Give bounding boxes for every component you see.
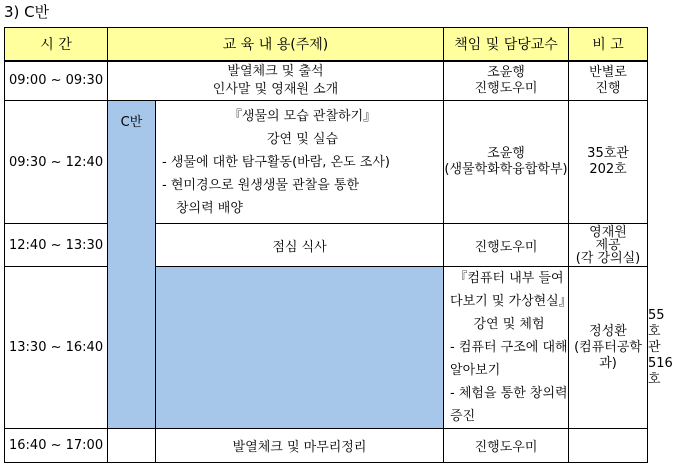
class-cell-empty [108, 429, 156, 463]
person-line: 진행도우미 [474, 80, 538, 96]
time-cell: 13:30 ~ 16:40 [5, 267, 108, 429]
header-time: 시 간 [5, 28, 108, 61]
person-line: 조윤행 [487, 146, 525, 161]
table-row: 13:30 ~ 16:40 『컴퓨터 내부 들여다보기 및 가상현실』 강연 및 체험 - 컴퓨터 구조에 대해 알아보기 - 체험을 통한 창의력 증진 정성환 (컴퓨터공학과) 55호관 516호 [5, 267, 648, 429]
content-item: - 체험을 통한 창의력 증진 [450, 386, 568, 424]
content-title: 『생물의 모습 관찰하기』 [228, 108, 377, 124]
header-content: 교 육 내 용(주제) [108, 28, 444, 61]
content-cell [156, 429, 444, 463]
table-row [5, 101, 648, 224]
person-cell [444, 224, 569, 267]
person-line: (컴퓨터공학과) [574, 339, 642, 371]
content-subtitle: 강연 및 실습 [266, 131, 339, 147]
time-cell: 09:00 ~ 09:30 [5, 61, 108, 101]
note-line: 영재원 [589, 224, 627, 240]
class-label: C반 [120, 115, 143, 130]
person-line: 정성환 [589, 323, 627, 339]
person-cell [444, 429, 569, 463]
note-line: 진행 [595, 80, 621, 96]
note-line: 반별로 [589, 64, 627, 80]
content-line: 점심 식사 [272, 239, 327, 255]
person-line: 조윤행 [487, 64, 525, 80]
person-cell [444, 101, 569, 224]
header-person: 책임 및 담당교수 [444, 28, 569, 61]
table-row [5, 61, 648, 101]
note-line: 35호관 [587, 146, 629, 161]
content-cell [108, 61, 444, 101]
note-cell [569, 224, 648, 267]
note-line: 202호 [589, 162, 627, 177]
note-cell [569, 101, 648, 224]
content-item: - 현미경으로 원생생물 관찰을 통한 [162, 177, 360, 193]
time-cell: 09:30 ~ 12:40 [5, 101, 108, 224]
content-item-continued: 창의력 배양 [176, 200, 243, 216]
header-note: 비 고 [569, 28, 648, 61]
content-cell [156, 101, 444, 224]
note-cell [569, 429, 648, 463]
content-cell [156, 224, 444, 267]
time-cell: 16:40 ~ 17:00 [5, 429, 108, 463]
content-line: 발열체크 및 출석 [227, 63, 324, 79]
section-heading: 3) C반 [4, 3, 50, 21]
person-line: 진행도우미 [474, 440, 538, 455]
content-item: - 생물에 대한 탐구활동(바람, 온도 조사) [162, 154, 390, 170]
content-cell [444, 267, 572, 429]
schedule-table [4, 27, 673, 463]
content-item: - 컴퓨터 구조에 대해 알아보기 [450, 340, 568, 378]
time-cell: 12:40 ~ 13:30 [5, 224, 108, 267]
header-row [5, 28, 648, 61]
content-line: 발열체크 및 마무리정리 [232, 440, 367, 455]
class-cell [108, 101, 156, 429]
table-row [5, 429, 648, 463]
class-cell-continued [156, 267, 444, 429]
note-line: 제공 [595, 237, 621, 253]
person-cell [569, 267, 648, 429]
content-title: 『컴퓨터 내부 들여다보기 및 가상현실』 [450, 271, 572, 309]
content-subtitle: 강연 및 체험 [473, 317, 545, 332]
table-row [5, 224, 648, 267]
person-cell [444, 61, 569, 101]
person-line: 진행도우미 [474, 239, 538, 255]
note-line: (각 강의실) [575, 250, 641, 266]
person-line: (생물학화학융합학부) [444, 162, 568, 177]
content-line: 인사말 및 영재원 소개 [212, 81, 339, 97]
note-cell [569, 61, 648, 101]
